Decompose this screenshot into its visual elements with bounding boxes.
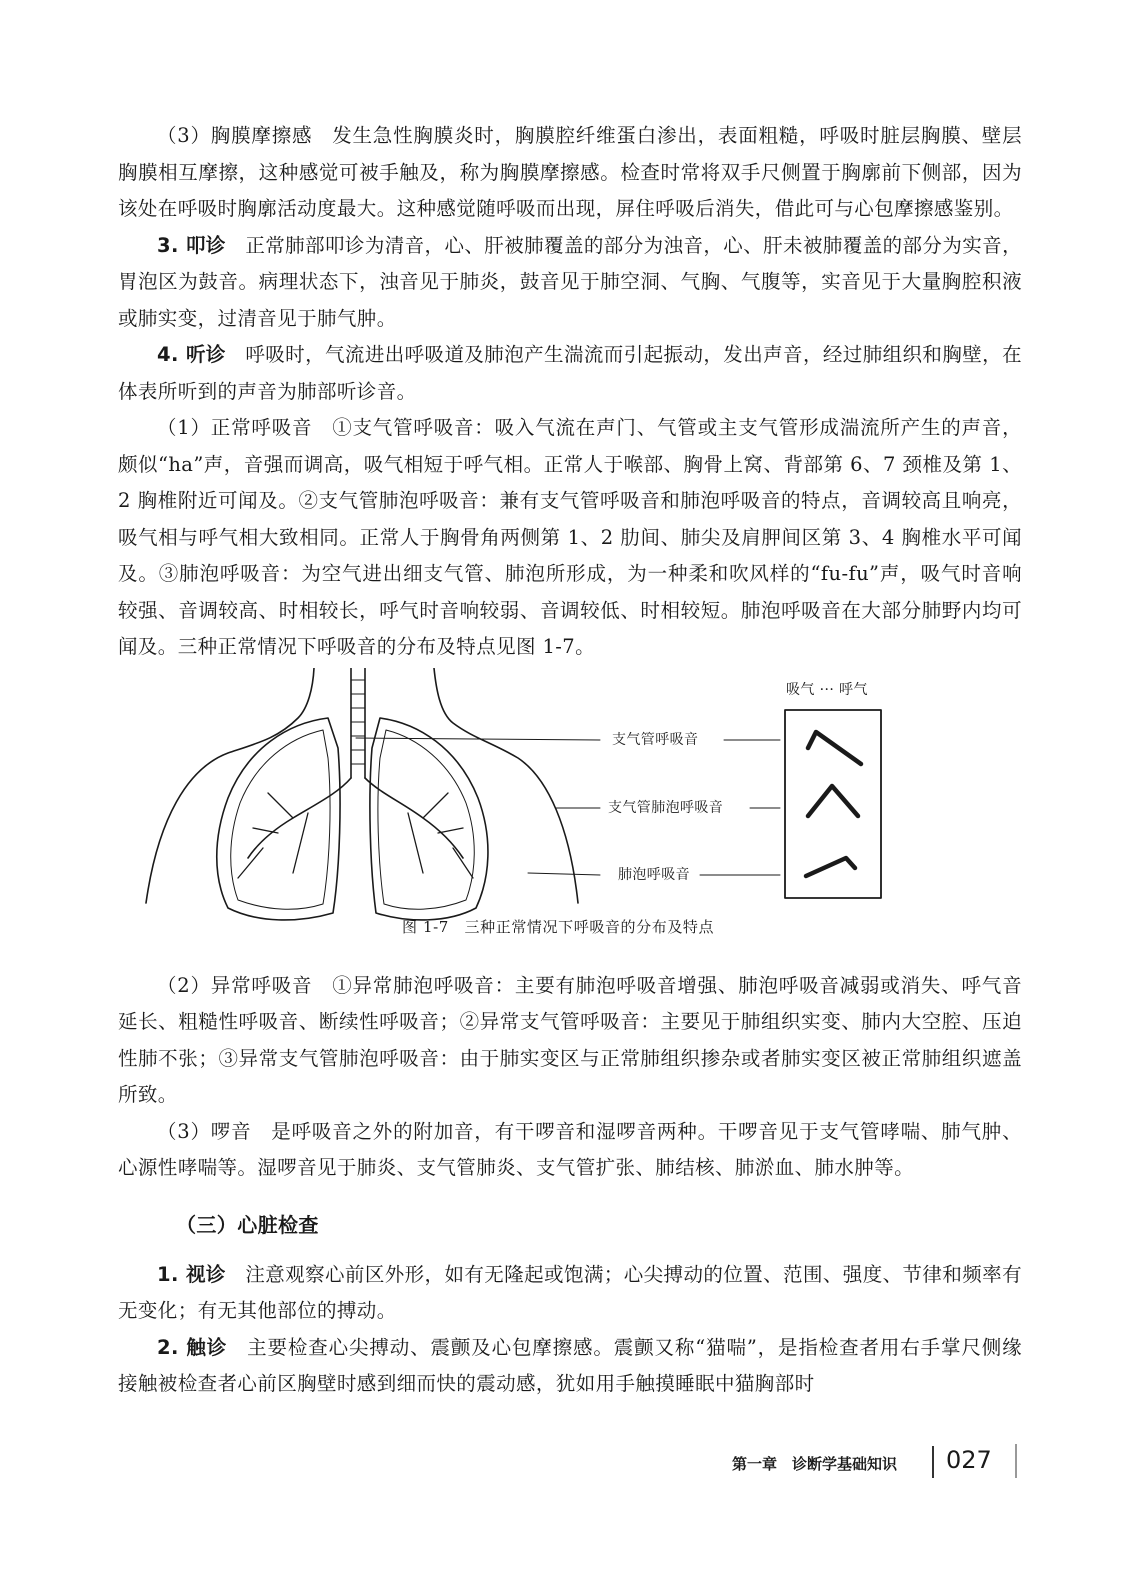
- paragraph-lead: 3. 叩诊: [157, 233, 226, 257]
- section-title: （三）心脏检查: [176, 1212, 319, 1237]
- paragraph-abnormal-breath-sounds: [118, 968, 1022, 1114]
- trachea-rings: [351, 680, 365, 764]
- paragraph-lead: （3）胸膜摩擦感: [157, 124, 313, 147]
- paragraph-lead: 1. 视诊: [157, 1262, 226, 1286]
- label-vesicular: 肺泡呼吸音: [618, 866, 690, 883]
- paragraph-lead: 4. 听诊: [157, 343, 226, 366]
- pattern-bronchovesicular-icon: [808, 786, 858, 816]
- figure-caption: 图 1-7 三种正常情况下呼吸音的分布及特点: [402, 917, 715, 936]
- footer-divider: [932, 1446, 934, 1478]
- pattern-vesicular-icon: [806, 858, 855, 876]
- paragraph-palpation: [118, 1330, 1022, 1403]
- paragraph-auscultation: [118, 337, 1022, 410]
- paragraph-text: 是呼吸音之外的附加音，有干啰音和湿啰音两种。干啰音见于支气管哮喘、肺气肿、心源性哮喘等。湿啰音见于肺炎、支气管肺炎、支气管扩张、肺结核、肺淤血、肺水肿等。: [118, 1119, 1022, 1179]
- paragraph-lead: （2）异常呼吸音: [157, 973, 313, 997]
- paragraph-text: ①支气管呼吸音：吸入气流在声门、气管或主支气管形成湍流所产生的声音，颇似“ha”声，音强而调高，吸气相短于呼气相。正常人于喉部、胸骨上窝、背部第 6、7 颈椎及第 1、2 胸椎附近可闻及。②支气管肺泡呼吸音：兼有支气管呼吸音和肺泡呼吸音的特点，音调较高且响亮，吸气相与呼气相大致相同。正常人于胸骨角两侧第 1、2 肋间、肺尖及肩胛间区第 3、4 胸椎水平可闻及。③肺泡呼吸音：为空气进出细支气管、肺泡所形成，为一种柔和吹风样的“fu-fu”声，吸气时音响较强、音调较高、时相较长，呼气时音响较弱、音调较低、时相较短。肺泡呼吸音在大部分肺野内均可闻及。三种正常情况下呼吸音的分布及特点见图 1-7。: [118, 416, 1022, 658]
- figure-1-7: [118, 668, 1022, 968]
- paragraph-rales: [118, 1114, 1022, 1187]
- footer-chapter-title: 第一章 诊断学基础知识: [732, 1455, 898, 1473]
- paragraph-text: 主要检查心尖搏动、震颤及心包摩擦感。震颤又称“猫喘”，是指检查者用右手掌尺侧缘接触被检查者心前区胸壁时感到细而快的震动感，犹如用手触摸睡眠中猫胸部时: [118, 1335, 1022, 1395]
- right-bronchus: [365, 778, 463, 858]
- lung-left-inner: [231, 730, 330, 909]
- label-bronchial: 支气管呼吸音: [612, 731, 699, 748]
- page-body: [118, 118, 1022, 1403]
- paragraph-text: 呼吸时，气流进出呼吸道及肺泡产生湍流而引起振动，发出声音，经过肺组织和胸壁，在体表所听到的声音为肺部听诊音。: [118, 343, 1022, 403]
- paragraph-pleural-friction: [118, 118, 1022, 228]
- paragraph-lead: 2. 触诊: [157, 1335, 228, 1359]
- label-bronchovesicular: 支气管肺泡呼吸音: [608, 799, 724, 816]
- pattern-bronchial-icon: [808, 732, 861, 764]
- paragraph-lead: （1）正常呼吸音: [157, 416, 313, 439]
- paragraph-text: ①异常肺泡呼吸音：主要有肺泡呼吸音增强、肺泡呼吸音减弱或消失、呼气音延长、粗糙性呼吸音、断续性呼吸音；②异常支气管呼吸音：主要见于肺组织实变、肺内大空腔、压迫性肺不张；③异常支气管肺泡呼吸音：由于肺实变区与正常肺组织掺杂或者肺实变区被正常肺组织遮盖所致。: [118, 973, 1022, 1106]
- page-number: 027: [946, 1446, 992, 1474]
- torso-right-outline: [434, 668, 578, 903]
- paragraph-text: 正常肺部叩诊为清音，心、肝被肺覆盖的部分为浊音，心、肝未被肺覆盖的部分为实音，胃泡区为鼓音。病理状态下，浊音见于肺炎，鼓音见于肺空洞、气胸、气腹等，实音见于大量胸腔积液或肺实变，过清音见于肺气肿。: [118, 233, 1022, 330]
- breath-pattern-box: [785, 710, 881, 898]
- paragraph-inspection: [118, 1257, 1022, 1330]
- paragraph-text: 注意观察心前区外形，如有无隆起或饱满；心尖搏动的位置、范围、强度、节律和频率有无变化；有无其他部位的搏动。: [118, 1262, 1022, 1322]
- torso-left-outline: [146, 668, 314, 903]
- leader-vesicular: [528, 873, 600, 875]
- bronchial-branches: [238, 793, 473, 878]
- footer-edge-divider: [1015, 1444, 1017, 1478]
- paragraph-lead: （3）啰音: [157, 1119, 252, 1143]
- paragraph-normal-breath-sounds: [118, 410, 1022, 666]
- paragraph-text: 发生急性胸膜炎时，胸膜腔纤维蛋白渗出，表面粗糙，呼吸时脏层胸膜、壁层胸膜相互摩擦，这种感觉可被手触及，称为胸膜摩擦感。检查时常将双手尺侧置于胸廓前下侧部，因为该处在呼吸时胸廓活动度最大。这种感觉随呼吸而出现，屏住呼吸后消失，借此可与心包摩擦感鉴别。: [118, 124, 1022, 220]
- paragraph-percussion: [118, 228, 1022, 338]
- legend-title: 吸气 ··· 呼气: [786, 681, 868, 698]
